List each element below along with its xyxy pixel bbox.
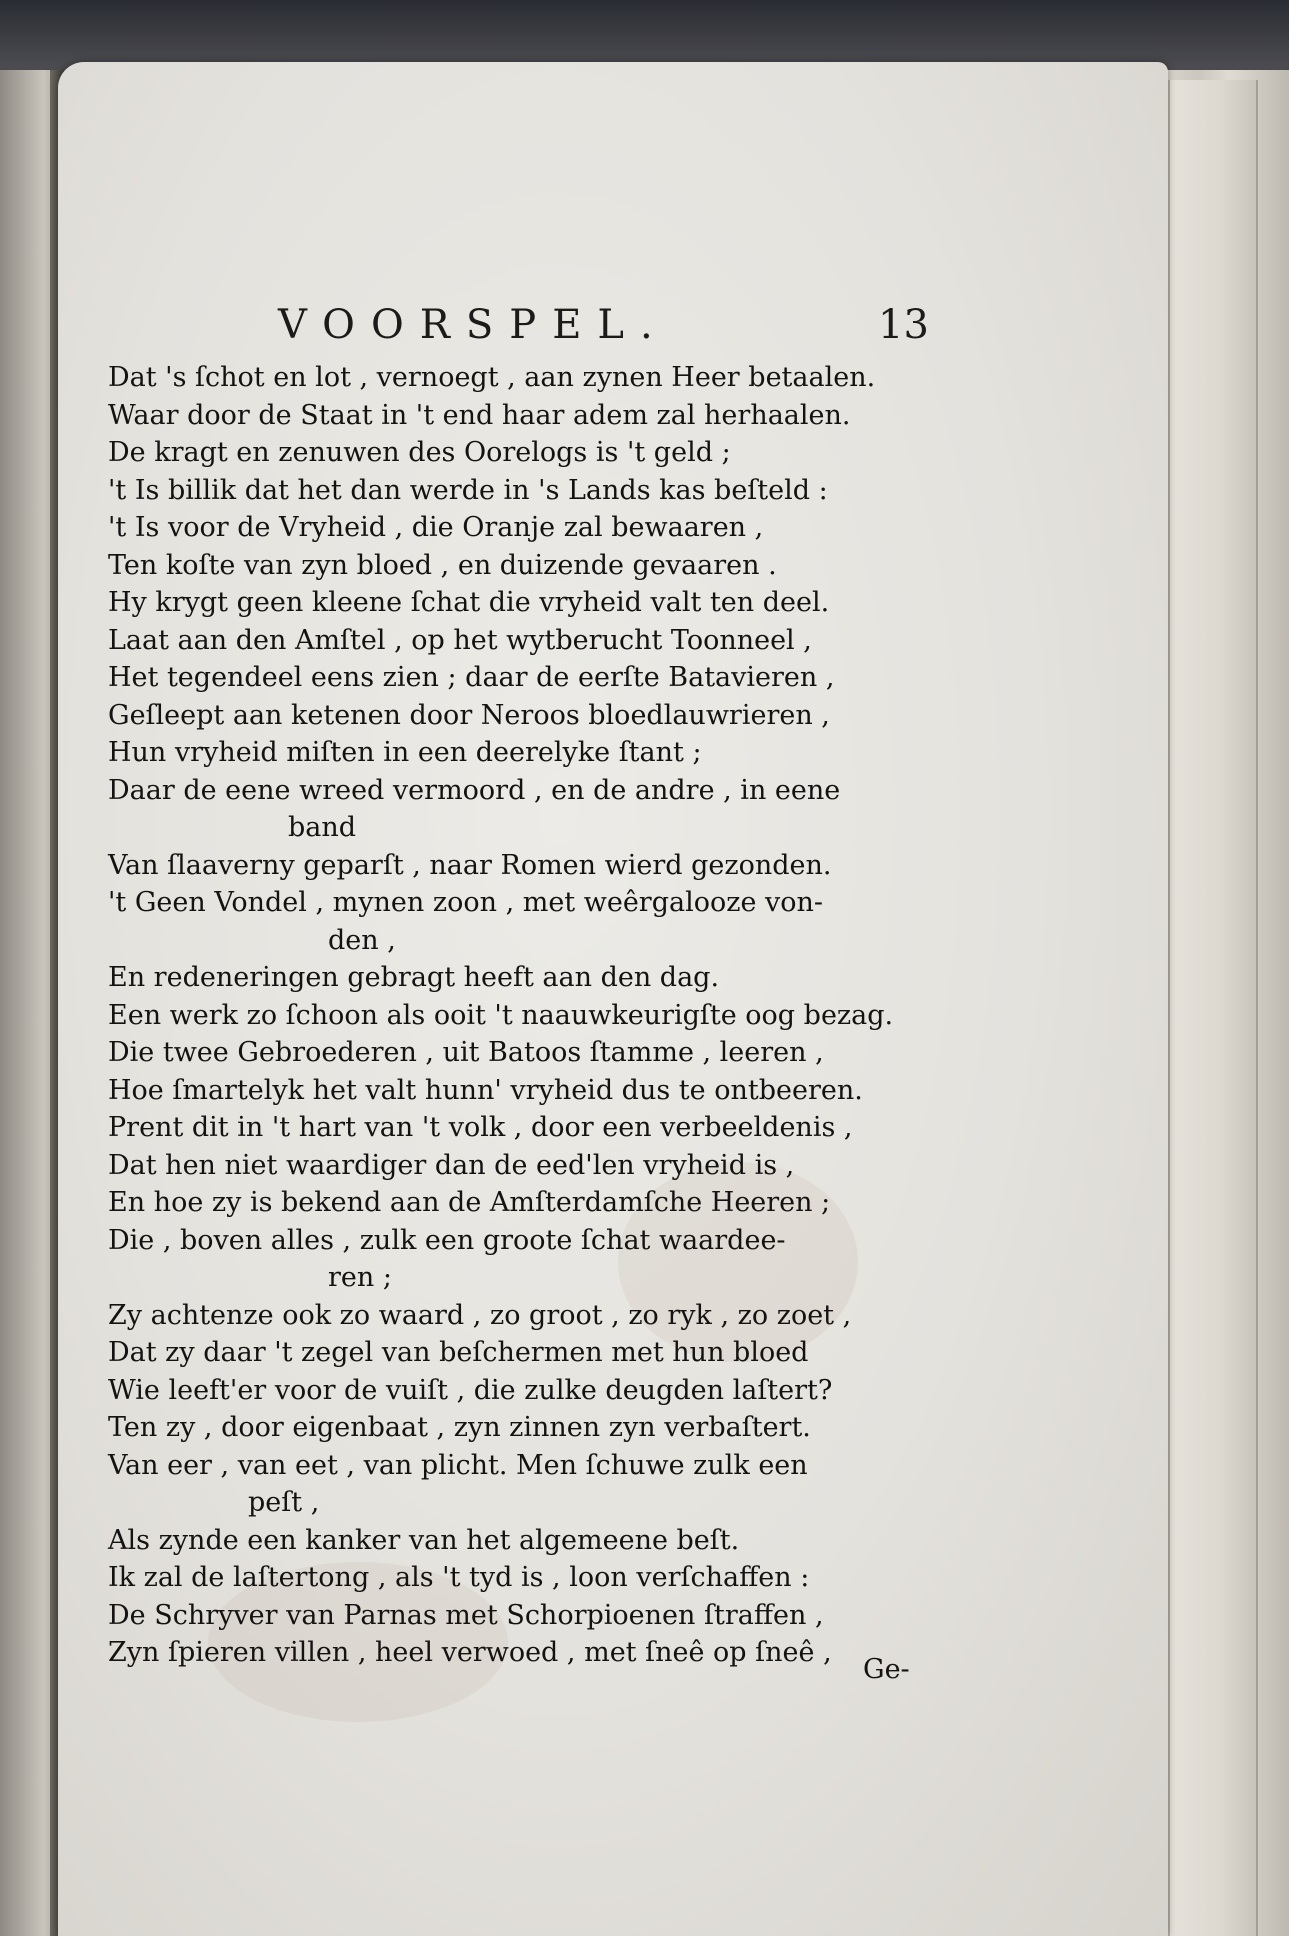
verse-line: Geſleept aan ketenen door Neroos bloedlauwrieren , <box>108 699 830 731</box>
verse-line: Ik zal de laſtertong , als 't tyd is , loon verſchaffen : <box>108 1562 810 1593</box>
verse-line: En redeneringen gebragt heeft aan den dag. <box>108 962 720 993</box>
verse-line: Daar de eene wreed vermoord , en de andre , in eene <box>108 774 841 806</box>
verse-line-continuation: peſt , <box>248 1487 320 1518</box>
verse-line: Waar door de Staat in 't end haar adem zal herhaalen. <box>108 399 851 431</box>
verse-line: De kragt en zenuwen des Oorelogs is 't geld ; <box>108 437 731 468</box>
verse-line: Die , boven alles , zulk een groote ſchat waardee- <box>108 1224 786 1256</box>
verse-line-continuation: band <box>288 812 357 843</box>
verse-line: Die twee Gebroederen , uit Batoos ſtamme , leeren , <box>108 1037 824 1068</box>
verse-line: 't Geen Vondel , mynen zoon , met weêrgalooze von- <box>108 887 824 918</box>
verse-line: Het tegendeel eens zien ; daar de eerſte Batavieren , <box>108 662 835 693</box>
page-stack-edge <box>1168 80 1258 1936</box>
verse-line: 't Is voor de Vryheid , die Oranje zal bewaaren , <box>108 512 764 543</box>
verse-line: Zyn ſpieren villen , heel verwoed , met ſneê op ſneê , <box>108 1637 832 1668</box>
verse-line: Dat 's ſchot en lot , vernoegt , aan zynen Heer betaalen. <box>108 362 876 393</box>
verse-line-continuation: ren ; <box>328 1262 392 1293</box>
catchword: Ge- <box>863 1654 910 1685</box>
verse-line: Als zynde een kanker van het algemeene beſt. <box>108 1524 740 1556</box>
verse-line: 't Is billik dat het dan werde in 's Lands kas beſteld : <box>108 474 828 506</box>
poem-text <box>108 359 988 1672</box>
verse-line: Hoe ſmartelyk het valt hunn' vryheid dus te ontbeeren. <box>108 1074 863 1106</box>
verse-line: Hy krygt geen kleene ſchat die vryheid valt ten deel. <box>108 587 830 618</box>
book-page <box>58 62 1168 1936</box>
page-number: 13 <box>878 302 929 348</box>
verse-line: Van ſlaaverny geparſt , naar Romen wierd gezonden. <box>108 849 832 881</box>
verse-line: Zy achtenze ook zo waard , zo groot , zo ryk , zo zoet , <box>108 1299 852 1331</box>
running-title: VOORSPEL. <box>278 302 669 348</box>
verse-line: Ten zy , door eigenbaat , zyn zinnen zyn verbaſtert. <box>108 1412 811 1443</box>
verse-line: Laat aan den Amſtel , op het wytberucht Toonneel , <box>108 624 812 656</box>
verse-line: En hoe zy is bekend aan de Amſterdamſche Heeren ; <box>108 1187 831 1218</box>
verse-line: Ten koſte van zyn bloed , en duizende gevaaren . <box>108 549 777 581</box>
verse-line: Prent dit in 't hart van 't volk , door een verbeeldenis , <box>108 1112 853 1143</box>
verse-line-continuation: den , <box>328 924 396 956</box>
verse-line: Van eer , van eet , van plicht. Men ſchuwe zulk een <box>108 1449 808 1481</box>
verse-line: Wie leeft'er voor de vuiſt , die zulke deugden laſtert? <box>108 1374 833 1406</box>
running-header <box>58 302 1168 352</box>
verse-line: De Schryver van Parnas met Schorpioenen ſtraffen , <box>108 1599 824 1631</box>
verse-line: Een werk zo ſchoon als ooit 't naauwkeurigſte oog bezag. <box>108 999 894 1031</box>
verse-line: Dat hen niet waardiger dan de eed'len vryheid is , <box>108 1149 795 1181</box>
verse-line: Dat zy daar 't zegel van beſchermen met hun bloed <box>108 1337 809 1368</box>
verse-line: Hun vryheid miſten in een deerelyke ſtant ; <box>108 737 702 768</box>
